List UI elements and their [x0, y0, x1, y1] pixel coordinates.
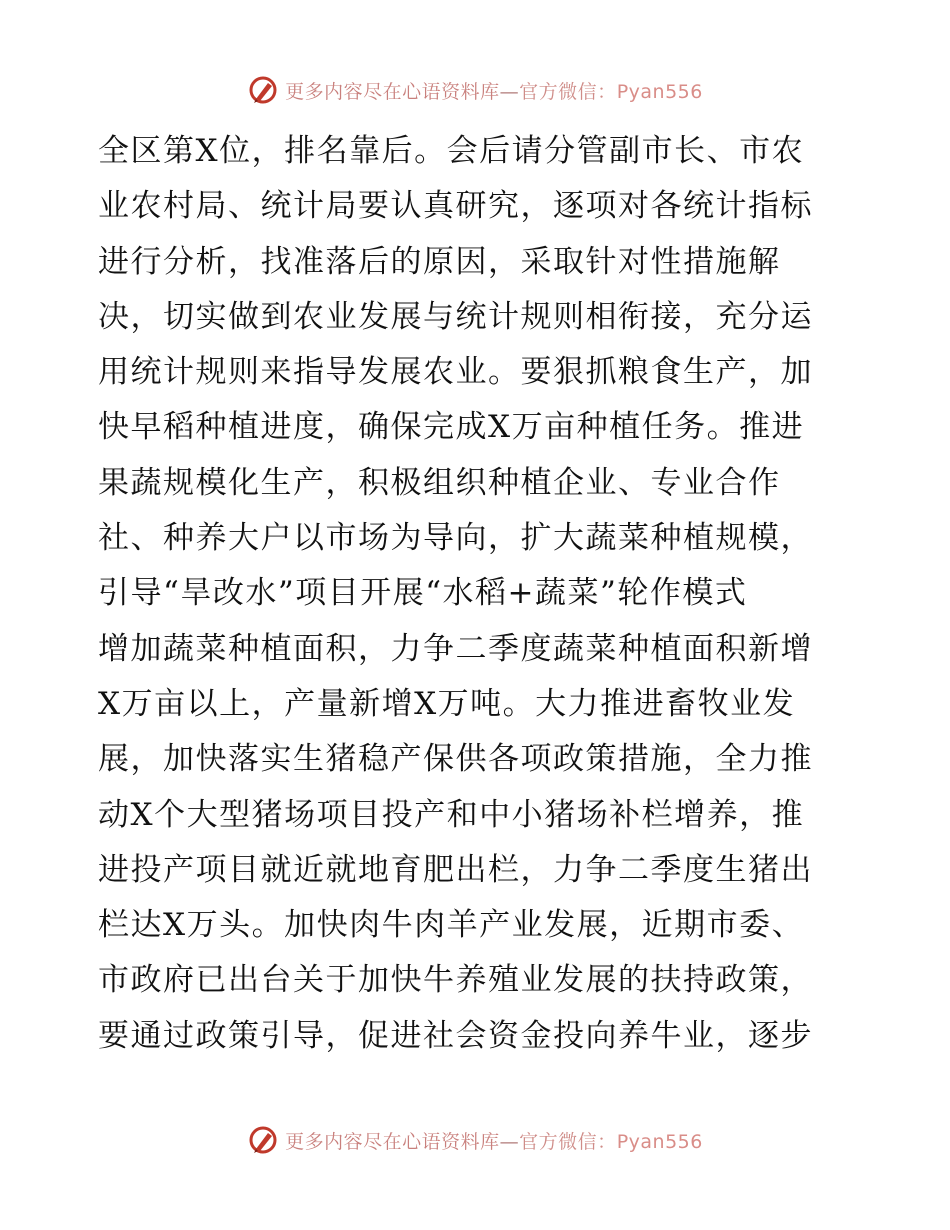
text-line: 增加蔬菜种植面积，力争二季度蔬菜种植面积新增: [98, 630, 813, 667]
text-line: 用统计规则来指导发展农业。要狠抓粮食生产，加: [98, 354, 813, 391]
watermark-wechat-label: 官方微信：: [519, 1130, 617, 1153]
watermark-wechat-label: 官方微信：: [519, 80, 617, 103]
pen-logo-icon: [247, 74, 279, 106]
watermark-text: [285, 1127, 703, 1154]
pen-logo-icon: [247, 1124, 279, 1156]
text-line: 动X个大型猪场项目投产和中小猪场补栏增养，推: [98, 796, 805, 833]
text-line: 全区第X位，排名靠后。会后请分管副市长、市农: [98, 133, 805, 169]
watermark-main: 更多内容尽在心语资料库: [285, 1130, 500, 1153]
text-line: 栏达X万头。加快肉牛肉羊产业发展，近期市委、: [98, 907, 805, 944]
watermark-main: 更多内容尽在心语资料库: [285, 80, 500, 103]
text-line: 展，加快落实生猪稳产保供各项政策措施，全力推: [98, 741, 813, 778]
watermark-text: [285, 77, 703, 104]
text-line: 社、种养大户以市场为导向，扩大蔬菜种植规模，: [98, 520, 813, 557]
watermark-dash: —: [499, 80, 520, 103]
document-body: [98, 124, 858, 1064]
footer-watermark: [0, 1120, 950, 1160]
text-line: X万亩以上，产量新增X万吨。大力推进畜牧业发: [98, 685, 796, 722]
text-line: 果蔬规模化生产，积极组织种植企业、专业合作: [98, 464, 781, 501]
text-line: 市政府已出台关于加快牛养殖业发展的扶持政策，: [98, 962, 813, 999]
text-line: 进投产项目就近就地育肥出栏，力争二季度生猪出: [98, 851, 813, 888]
watermark-dash: —: [499, 1130, 520, 1153]
watermark-wechat-id: Pyan556: [616, 80, 703, 103]
text-line: 引导“旱改水”项目开展“水稻+蔬菜”轮作模式: [98, 575, 748, 612]
text-line: 要通过政策引导，促进社会资金投向养牛业，逐步: [98, 1017, 813, 1054]
text-line: 快早稻种植进度，确保完成X万亩种植任务。推进: [98, 409, 805, 446]
watermark-wechat-id: Pyan556: [616, 1130, 703, 1153]
text-line: 进行分析，找准落后的原因，采取针对性措施解: [98, 243, 781, 280]
header-watermark: [0, 70, 950, 110]
text-line: 决，切实做到农业发展与统计规则相衔接，充分运: [98, 298, 813, 335]
text-line: 业农村局、统计局要认真研究，逐项对各统计指标: [98, 188, 813, 225]
